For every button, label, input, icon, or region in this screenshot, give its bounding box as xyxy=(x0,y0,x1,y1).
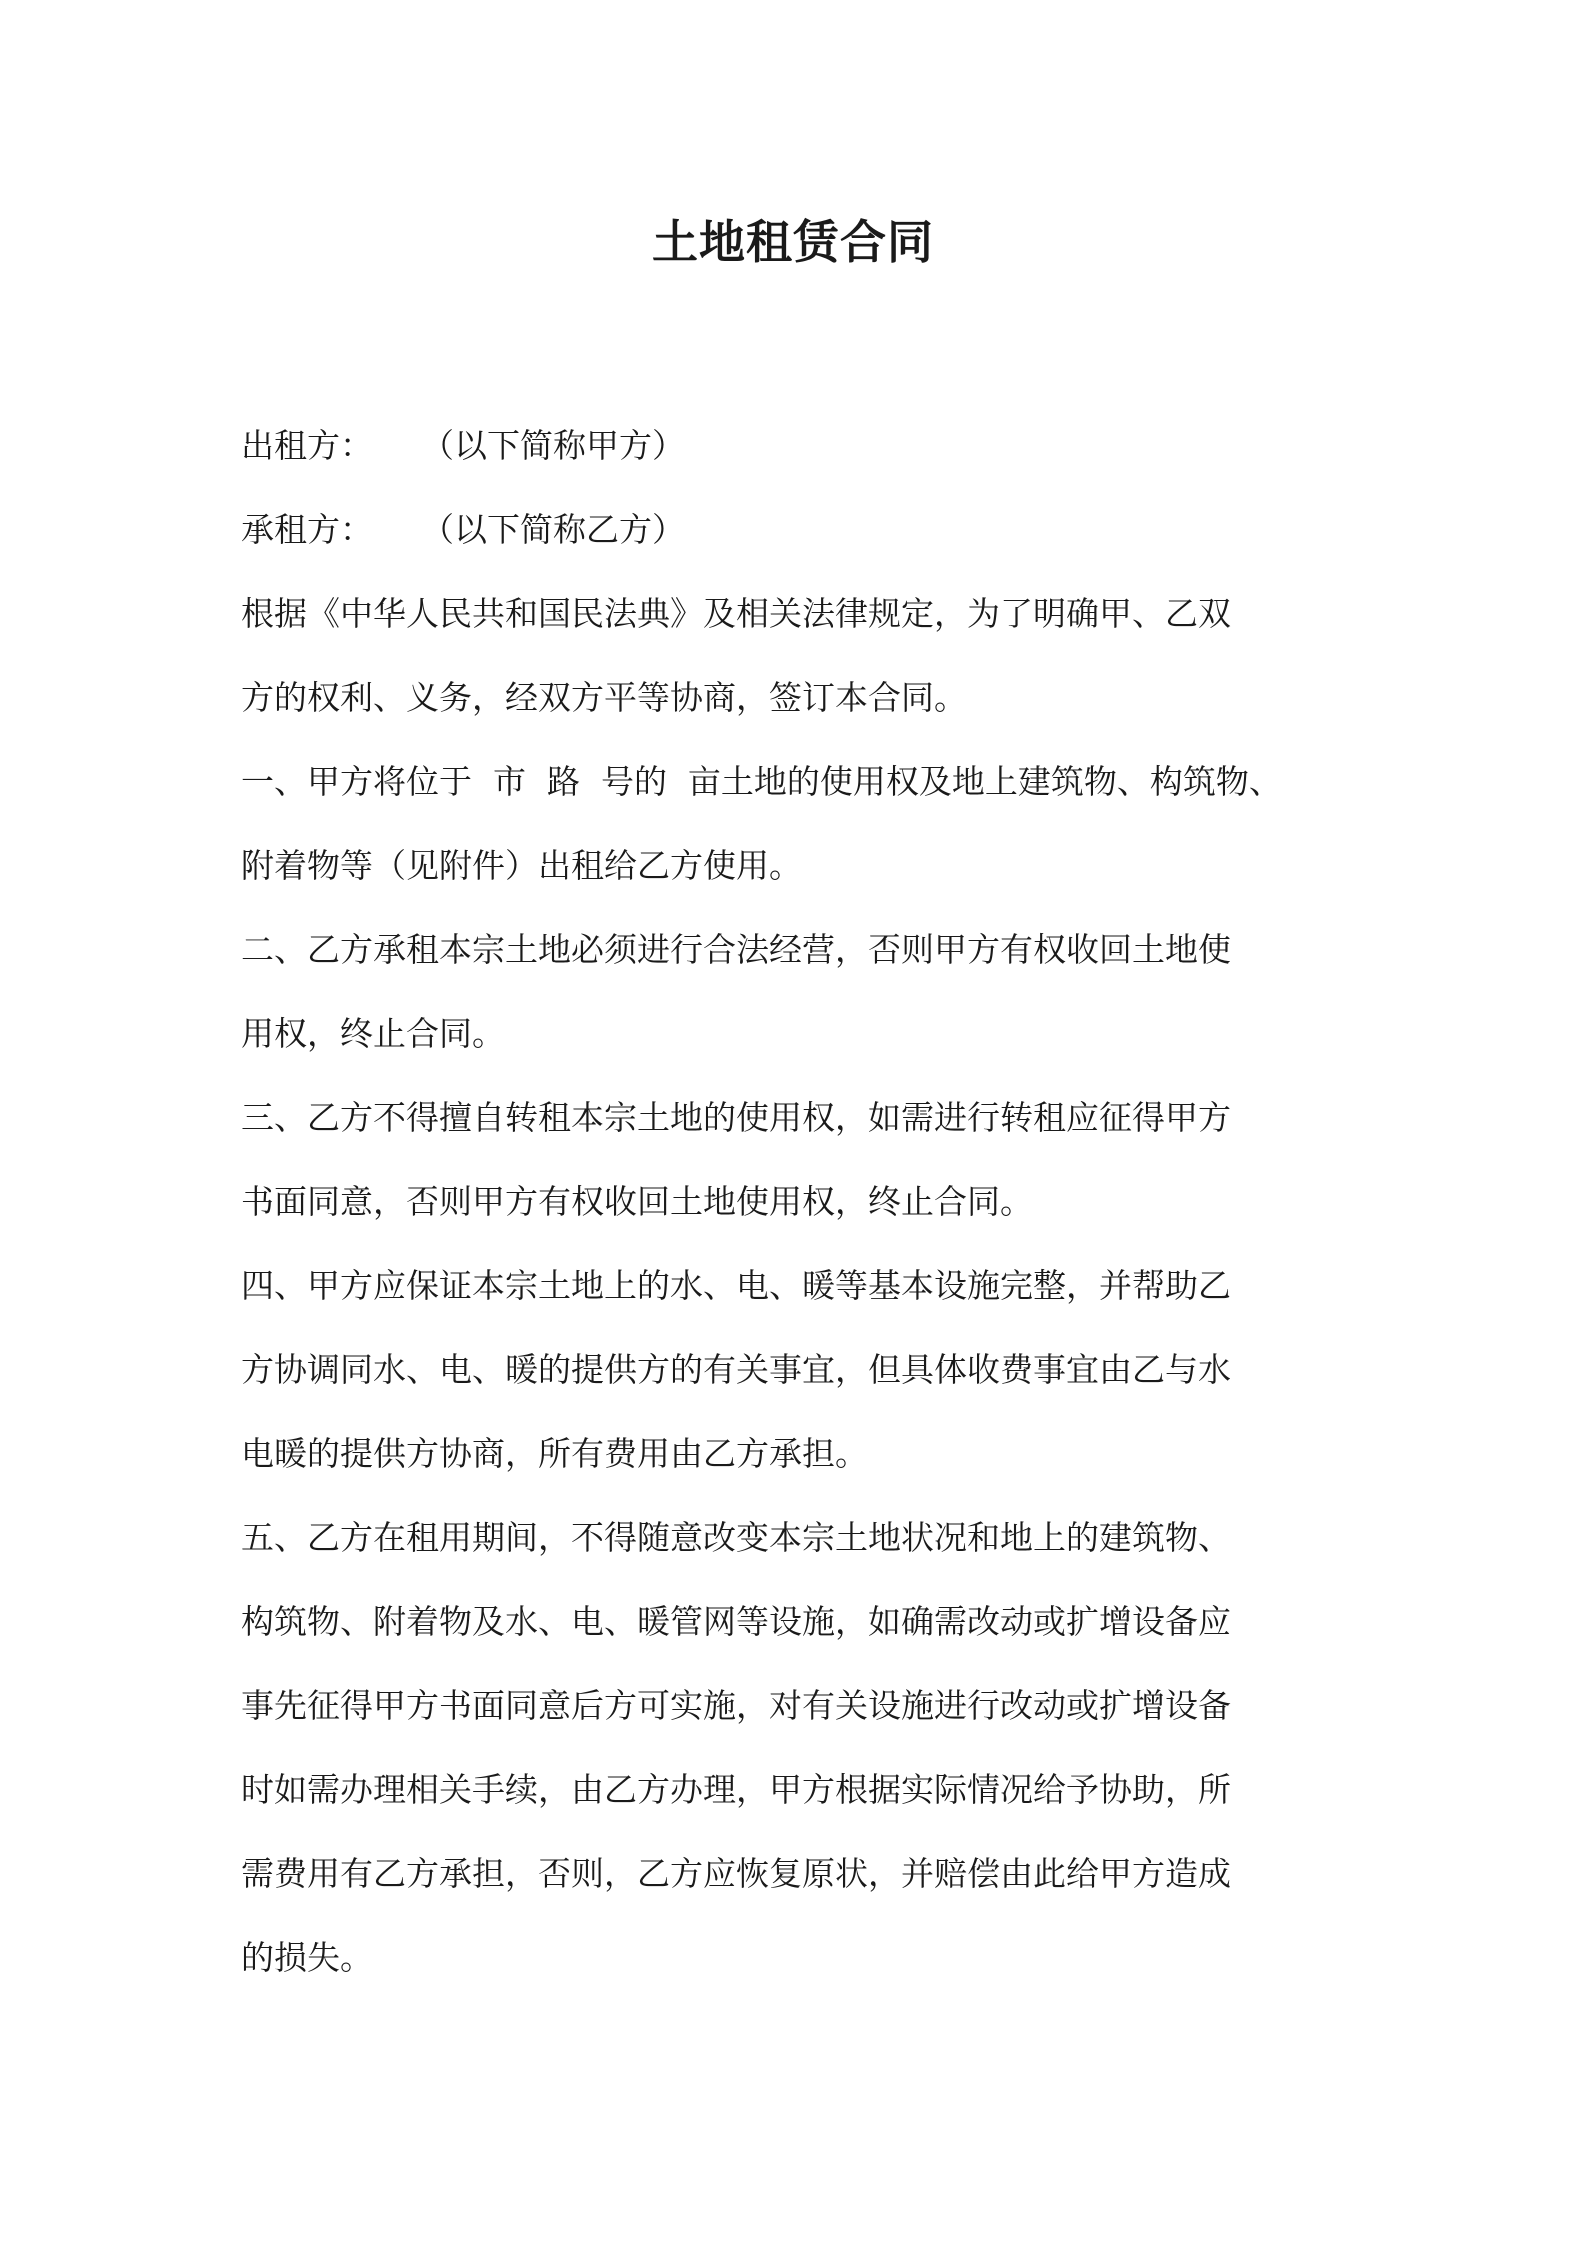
document-body xyxy=(241,404,1361,2000)
document-title: 土地租赁合同 xyxy=(652,215,934,269)
party-lessor-note: （以下简称甲方） xyxy=(421,426,685,465)
party-lessee xyxy=(241,488,1361,572)
party-lessee-note: （以下简称乙方） xyxy=(421,510,685,549)
text-line: 构筑物、附着物及水、电、暖管网等设施，如确需改动或扩增设备应 xyxy=(241,1602,1231,1641)
text-line: 四、甲方应保证本宗土地上的水、电、暖等基本设施完整，并帮助乙 xyxy=(241,1266,1231,1305)
text-line: 三、乙方不得擅自转租本宗土地的使用权，如需进行转租应征得甲方 xyxy=(241,1098,1231,1137)
party-lessor xyxy=(241,404,1361,488)
text-line: 事先征得甲方书面同意后方可实施，对有关设施进行改动或扩增设备 xyxy=(241,1686,1231,1725)
text-line: 方的权利、义务，经双方平等协商，签订本合同。 xyxy=(241,678,967,717)
text-line: 根据《中华人民共和国民法典》及相关法律规定，为了明确甲、乙双 xyxy=(241,594,1231,633)
text-line: 时如需办理相关手续，由乙方办理，甲方根据实际情况给予协助，所 xyxy=(241,1770,1231,1809)
text-line: 用权，终止合同。 xyxy=(241,1014,505,1053)
text-line: 方协调同水、电、暖的提供方的有关事宜，但具体收费事宜由乙与水 xyxy=(241,1350,1231,1389)
text-line: 二、乙方承租本宗土地必须进行合法经营，否则甲方有权收回土地使 xyxy=(241,930,1231,969)
party-lessee-label: 承租方： xyxy=(241,510,373,549)
text-line: 附着物等（见附件）出租给乙方使用。 xyxy=(241,846,802,885)
text-line: 书面同意，否则甲方有权收回土地使用权，终止合同。 xyxy=(241,1182,1033,1221)
party-lessor-label: 出租方： xyxy=(241,426,373,465)
text-line: 的损失。 xyxy=(241,1938,373,1977)
text-line: 需费用有乙方承担，否则，乙方应恢复原状，并赔偿由此给甲方造成 xyxy=(241,1854,1231,1893)
text-line: 电暖的提供方协商，所有费用由乙方承担。 xyxy=(241,1434,868,1473)
text-line: 五、乙方在租用期间，不得随意改变本宗土地状况和地上的建筑物、 xyxy=(241,1518,1231,1557)
text-line: 一、甲方将位于 市 路 号的 亩土地的使用权及地上建筑物、构筑物、 xyxy=(241,762,1282,801)
